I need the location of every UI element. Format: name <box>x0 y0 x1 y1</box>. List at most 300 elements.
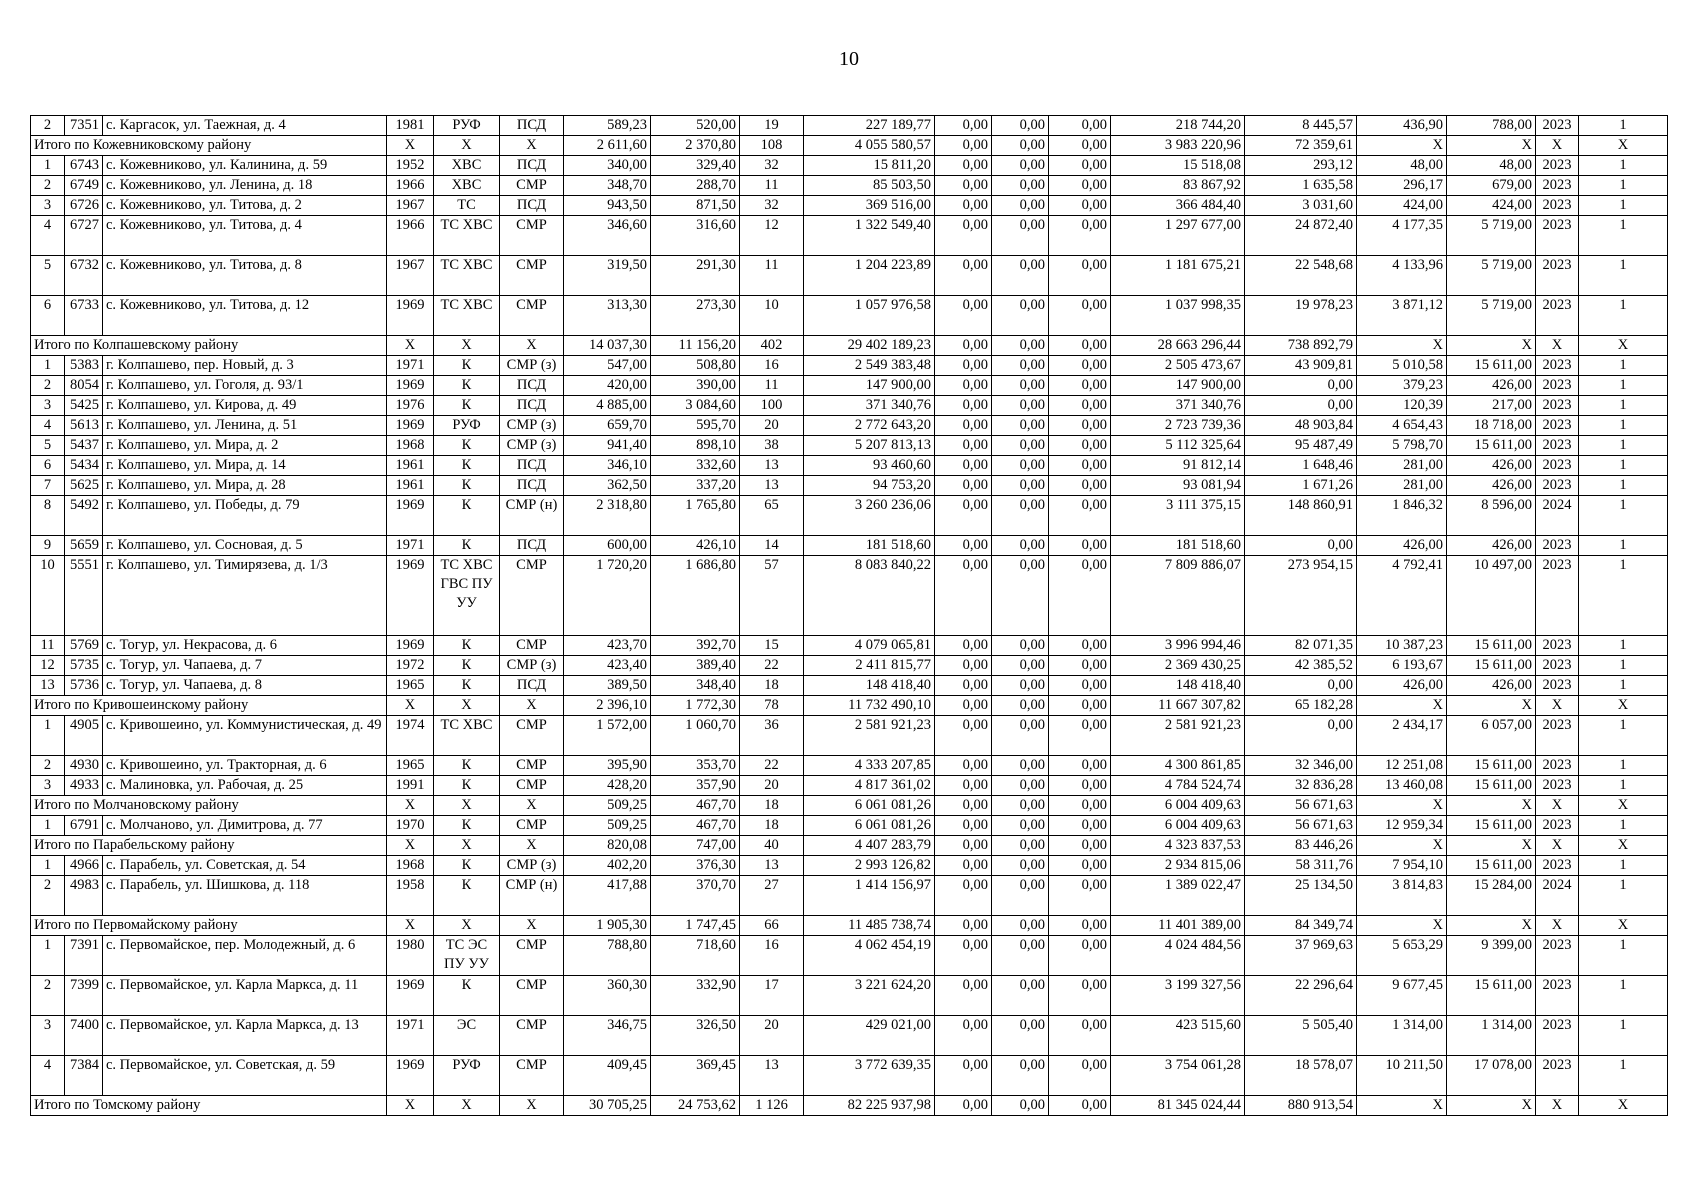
cell-area-living: 337,20 <box>651 476 740 496</box>
cell-stage: СМР <box>500 936 564 976</box>
cell-area-living: 1 765,80 <box>651 496 740 536</box>
cell-cost-total: 2 549 383,48 <box>804 356 935 376</box>
cell-c2: 0,00 <box>992 116 1049 136</box>
cell-own: 58 311,76 <box>1245 856 1357 876</box>
cell-num: 1 <box>31 936 65 976</box>
cell-area-living: 291,30 <box>651 256 740 296</box>
cell-specific: 424,00 <box>1357 196 1447 216</box>
cell-residents: 1 126 <box>740 1096 804 1116</box>
cell-c2: 0,00 <box>992 796 1049 816</box>
cell-residents: 14 <box>740 536 804 556</box>
cell-area-total: 417,88 <box>564 876 651 916</box>
cell-area-living: 376,30 <box>651 856 740 876</box>
cell-area-living: 24 753,62 <box>651 1096 740 1116</box>
cell-residents: 27 <box>740 876 804 916</box>
cell-c2: 0,00 <box>992 836 1049 856</box>
cell-limit: 6 057,00 <box>1447 716 1536 756</box>
cell-own: 3 031,60 <box>1245 196 1357 216</box>
cell-code: 8054 <box>65 376 103 396</box>
cell-own: 37 969,63 <box>1245 936 1357 976</box>
cell-specific: X <box>1357 336 1447 356</box>
cell-area-total: 589,23 <box>564 116 651 136</box>
table-row <box>31 176 1668 196</box>
cell-cost-total: 2 581 921,23 <box>804 716 935 756</box>
cell-area-total: 943,50 <box>564 196 651 216</box>
cell-cost-total: 94 753,20 <box>804 476 935 496</box>
cell-address: г. Колпашево, ул. Кирова, д. 49 <box>103 396 387 416</box>
cell-year-plan: 2024 <box>1536 876 1579 916</box>
cell-c2: 0,00 <box>992 1096 1049 1116</box>
cell-c1: 0,00 <box>935 296 992 336</box>
cell-limit: 15 611,00 <box>1447 776 1536 796</box>
cell-c2: 0,00 <box>992 916 1049 936</box>
cell-code: 4905 <box>65 716 103 756</box>
cell-address: с. Тогур, ул. Некрасова, д. 6 <box>103 636 387 656</box>
cell-cost-total: 369 516,00 <box>804 196 935 216</box>
table-row <box>31 1056 1668 1096</box>
cell-own: 84 349,74 <box>1245 916 1357 936</box>
cell-stage: СМР <box>500 176 564 196</box>
cell-stages: 1 <box>1579 876 1668 916</box>
cell-num: 1 <box>31 816 65 836</box>
cell-stage: ПСД <box>500 476 564 496</box>
cell-address: с. Малиновка, ул. Рабочая, д. 25 <box>103 776 387 796</box>
cell-works: К <box>434 856 500 876</box>
cell-c2: 0,00 <box>992 376 1049 396</box>
cell-limit: X <box>1447 336 1536 356</box>
cell-area-living: 390,00 <box>651 376 740 396</box>
district-total-label: Итого по Молчановскому району <box>31 796 387 816</box>
cell-own: 18 578,07 <box>1245 1056 1357 1096</box>
cell-year: 1976 <box>387 396 434 416</box>
cell-area-total: 348,70 <box>564 176 651 196</box>
district-total-row <box>31 696 1668 716</box>
cell-specific: 426,00 <box>1357 536 1447 556</box>
cell-specific: 1 846,32 <box>1357 496 1447 536</box>
cell-cost-total: 3 772 639,35 <box>804 1056 935 1096</box>
cell-area-living: 898,10 <box>651 436 740 456</box>
cell-area-total: 346,60 <box>564 216 651 256</box>
cell-specific: 10 387,23 <box>1357 636 1447 656</box>
district-total-row <box>31 916 1668 936</box>
cell-year: 1965 <box>387 676 434 696</box>
cell-year-plan: 2023 <box>1536 356 1579 376</box>
cell-code: 5659 <box>65 536 103 556</box>
cell-area-living: 508,80 <box>651 356 740 376</box>
cell-stages: 1 <box>1579 1056 1668 1096</box>
cell-c3: 0,00 <box>1049 776 1111 796</box>
cell-area-living: 348,40 <box>651 676 740 696</box>
table-row <box>31 876 1668 916</box>
cell-works: ТС ХВС ГВС ПУ УУ <box>434 556 500 636</box>
cell-c3: 0,00 <box>1049 696 1111 716</box>
cell-area-total: 423,70 <box>564 636 651 656</box>
cell-year-plan: 2023 <box>1536 536 1579 556</box>
cell-fund: 147 900,00 <box>1111 376 1245 396</box>
cell-address: с. Тогур, ул. Чапаева, д. 7 <box>103 656 387 676</box>
cell-stages: X <box>1579 796 1668 816</box>
cell-cost-total: 227 189,77 <box>804 116 935 136</box>
cell-limit: 9 399,00 <box>1447 936 1536 976</box>
cell-area-total: 1 720,20 <box>564 556 651 636</box>
cell-c1: 0,00 <box>935 936 992 976</box>
cell-stage: СМР (н) <box>500 876 564 916</box>
cell-cost-total: 2 772 643,20 <box>804 416 935 436</box>
cell-stage: ПСД <box>500 376 564 396</box>
cell-c1: 0,00 <box>935 1056 992 1096</box>
cell-year: 1974 <box>387 716 434 756</box>
cell-c1: 0,00 <box>935 156 992 176</box>
cell-year: X <box>387 1096 434 1116</box>
cell-c2: 0,00 <box>992 296 1049 336</box>
table-row <box>31 1016 1668 1056</box>
cell-stages: X <box>1579 836 1668 856</box>
cell-stage: ПСД <box>500 196 564 216</box>
cell-address: с. Молчаново, ул. Димитрова, д. 77 <box>103 816 387 836</box>
cell-code: 7400 <box>65 1016 103 1056</box>
cell-works: К <box>434 356 500 376</box>
cell-c2: 0,00 <box>992 536 1049 556</box>
table-row <box>31 476 1668 496</box>
cell-cost-total: 1 057 976,58 <box>804 296 935 336</box>
cell-own: 83 446,26 <box>1245 836 1357 856</box>
cell-residents: 32 <box>740 156 804 176</box>
cell-stages: 1 <box>1579 176 1668 196</box>
cell-c1: 0,00 <box>935 1096 992 1116</box>
cell-area-total: 340,00 <box>564 156 651 176</box>
cell-address: г. Колпашево, ул. Тимирязева, д. 1/3 <box>103 556 387 636</box>
cell-c3: 0,00 <box>1049 676 1111 696</box>
cell-year-plan: 2023 <box>1536 676 1579 696</box>
cell-year: X <box>387 916 434 936</box>
cell-residents: 18 <box>740 796 804 816</box>
cell-residents: 13 <box>740 456 804 476</box>
cell-year-plan: 2023 <box>1536 656 1579 676</box>
cell-stage: X <box>500 696 564 716</box>
cell-c1: 0,00 <box>935 536 992 556</box>
cell-year: 1966 <box>387 176 434 196</box>
cell-specific: 281,00 <box>1357 456 1447 476</box>
cell-year-plan: 2023 <box>1536 976 1579 1016</box>
cell-specific: 281,00 <box>1357 476 1447 496</box>
cell-year: X <box>387 836 434 856</box>
cell-c2: 0,00 <box>992 676 1049 696</box>
cell-works: К <box>434 676 500 696</box>
cell-year: 1966 <box>387 216 434 256</box>
district-total-row <box>31 836 1668 856</box>
cell-specific: 12 251,08 <box>1357 756 1447 776</box>
cell-limit: 426,00 <box>1447 676 1536 696</box>
cell-address: с. Тогур, ул. Чапаева, д. 8 <box>103 676 387 696</box>
cell-stage: X <box>500 136 564 156</box>
cell-c3: 0,00 <box>1049 1096 1111 1116</box>
cell-address: с. Кожевниково, ул. Титова, д. 12 <box>103 296 387 336</box>
cell-code: 5425 <box>65 396 103 416</box>
cell-c2: 0,00 <box>992 1056 1049 1096</box>
cell-own: 32 346,00 <box>1245 756 1357 776</box>
cell-c1: 0,00 <box>935 776 992 796</box>
cell-c3: 0,00 <box>1049 916 1111 936</box>
cell-specific: X <box>1357 916 1447 936</box>
cell-limit: 15 611,00 <box>1447 656 1536 676</box>
cell-works: X <box>434 336 500 356</box>
cell-c3: 0,00 <box>1049 1056 1111 1096</box>
cell-stage: ПСД <box>500 116 564 136</box>
cell-c1: 0,00 <box>935 476 992 496</box>
cell-cost-total: 6 061 081,26 <box>804 816 935 836</box>
cell-fund: 5 112 325,64 <box>1111 436 1245 456</box>
cell-stage: СМР <box>500 816 564 836</box>
cell-address: с. Каргасок, ул. Таежная, д. 4 <box>103 116 387 136</box>
cell-num: 4 <box>31 416 65 436</box>
cell-c2: 0,00 <box>992 496 1049 536</box>
cell-c1: 0,00 <box>935 436 992 456</box>
cell-num: 3 <box>31 776 65 796</box>
cell-cost-total: 6 061 081,26 <box>804 796 935 816</box>
cell-year-plan: 2023 <box>1536 1016 1579 1056</box>
cell-limit: 18 718,00 <box>1447 416 1536 436</box>
cell-limit: 10 497,00 <box>1447 556 1536 636</box>
cell-fund: 4 300 861,85 <box>1111 756 1245 776</box>
cell-own: 1 635,58 <box>1245 176 1357 196</box>
cell-residents: 11 <box>740 376 804 396</box>
cell-fund: 3 983 220,96 <box>1111 136 1245 156</box>
cell-limit: 15 611,00 <box>1447 436 1536 456</box>
table-row <box>31 976 1668 1016</box>
cell-address: с. Кривошеино, ул. Коммунистическая, д. 49 <box>103 716 387 756</box>
cell-cost-total: 4 333 207,85 <box>804 756 935 776</box>
cell-stages: 1 <box>1579 976 1668 1016</box>
cell-num: 4 <box>31 1056 65 1096</box>
cell-area-living: 1 747,45 <box>651 916 740 936</box>
cell-stage: СМР <box>500 556 564 636</box>
cell-c1: 0,00 <box>935 256 992 296</box>
district-total-label: Итого по Кривошеинскому району <box>31 696 387 716</box>
cell-residents: 20 <box>740 416 804 436</box>
cell-area-total: 428,20 <box>564 776 651 796</box>
cell-specific: 2 434,17 <box>1357 716 1447 756</box>
cell-works: РУФ <box>434 416 500 436</box>
cell-residents: 100 <box>740 396 804 416</box>
district-total-row <box>31 796 1668 816</box>
cell-works: РУФ <box>434 1056 500 1096</box>
cell-own: 0,00 <box>1245 376 1357 396</box>
table-row <box>31 376 1668 396</box>
cell-works: К <box>434 876 500 916</box>
cell-limit: 426,00 <box>1447 376 1536 396</box>
cell-year: X <box>387 696 434 716</box>
cell-stage: СМР <box>500 296 564 336</box>
cell-c2: 0,00 <box>992 156 1049 176</box>
cell-stages: 1 <box>1579 396 1668 416</box>
cell-area-living: 467,70 <box>651 816 740 836</box>
cell-area-living: 426,10 <box>651 536 740 556</box>
cell-area-living: 353,70 <box>651 756 740 776</box>
cell-year: 1969 <box>387 376 434 396</box>
cell-works: К <box>434 636 500 656</box>
cell-c2: 0,00 <box>992 196 1049 216</box>
cell-fund: 218 744,20 <box>1111 116 1245 136</box>
cell-stage: СМР (з) <box>500 416 564 436</box>
cell-own: 0,00 <box>1245 676 1357 696</box>
cell-code: 6726 <box>65 196 103 216</box>
cell-code: 6791 <box>65 816 103 836</box>
cell-c3: 0,00 <box>1049 836 1111 856</box>
cell-c2: 0,00 <box>992 976 1049 1016</box>
cell-year-plan: X <box>1536 1096 1579 1116</box>
cell-c2: 0,00 <box>992 716 1049 756</box>
cell-c1: 0,00 <box>935 376 992 396</box>
cell-stages: X <box>1579 1096 1668 1116</box>
cell-fund: 3 754 061,28 <box>1111 1056 1245 1096</box>
cell-area-living: 871,50 <box>651 196 740 216</box>
cell-limit: X <box>1447 916 1536 936</box>
cell-c2: 0,00 <box>992 1016 1049 1056</box>
cell-cost-total: 147 900,00 <box>804 376 935 396</box>
cell-area-living: 288,70 <box>651 176 740 196</box>
cell-c3: 0,00 <box>1049 356 1111 376</box>
cell-stages: 1 <box>1579 216 1668 256</box>
cell-area-total: 941,40 <box>564 436 651 456</box>
cell-area-living: 2 370,80 <box>651 136 740 156</box>
table-row <box>31 216 1668 256</box>
cell-c1: 0,00 <box>935 176 992 196</box>
table-row <box>31 656 1668 676</box>
cell-area-total: 313,30 <box>564 296 651 336</box>
cell-c3: 0,00 <box>1049 136 1111 156</box>
cell-c1: 0,00 <box>935 656 992 676</box>
cell-own: 19 978,23 <box>1245 296 1357 336</box>
cell-stage: ПСД <box>500 156 564 176</box>
cell-stages: 1 <box>1579 536 1668 556</box>
cell-c3: 0,00 <box>1049 936 1111 976</box>
cell-code: 7391 <box>65 936 103 976</box>
cell-limit: X <box>1447 136 1536 156</box>
cell-cost-total: 148 418,40 <box>804 676 935 696</box>
cell-c2: 0,00 <box>992 816 1049 836</box>
table-row <box>31 556 1668 636</box>
cell-area-living: 370,70 <box>651 876 740 916</box>
cell-fund: 1 037 998,35 <box>1111 296 1245 336</box>
cell-limit: 15 611,00 <box>1447 816 1536 836</box>
cell-year: 1971 <box>387 536 434 556</box>
cell-works: К <box>434 456 500 476</box>
cell-num: 2 <box>31 976 65 1016</box>
cell-c2: 0,00 <box>992 456 1049 476</box>
cell-specific: 296,17 <box>1357 176 1447 196</box>
cell-own: 42 385,52 <box>1245 656 1357 676</box>
cell-year-plan: 2023 <box>1536 1056 1579 1096</box>
cell-c3: 0,00 <box>1049 116 1111 136</box>
cell-c2: 0,00 <box>992 216 1049 256</box>
cell-area-total: 395,90 <box>564 756 651 776</box>
cell-area-total: 1 905,30 <box>564 916 651 936</box>
cell-fund: 2 934 815,06 <box>1111 856 1245 876</box>
cell-area-living: 316,60 <box>651 216 740 256</box>
cell-stages: 1 <box>1579 476 1668 496</box>
cell-year-plan: 2023 <box>1536 776 1579 796</box>
cell-own: 22 296,64 <box>1245 976 1357 1016</box>
cell-residents: 13 <box>740 856 804 876</box>
cell-stage: ПСД <box>500 396 564 416</box>
cell-fund: 93 081,94 <box>1111 476 1245 496</box>
cell-c1: 0,00 <box>935 336 992 356</box>
cell-works: ХВС <box>434 176 500 196</box>
cell-cost-total: 2 411 815,77 <box>804 656 935 676</box>
cell-fund: 81 345 024,44 <box>1111 1096 1245 1116</box>
cell-limit: 679,00 <box>1447 176 1536 196</box>
cell-c3: 0,00 <box>1049 816 1111 836</box>
table-body <box>31 116 1668 1116</box>
cell-area-living: 392,70 <box>651 636 740 656</box>
cell-limit: 426,00 <box>1447 536 1536 556</box>
cell-address: г. Колпашево, ул. Ленина, д. 51 <box>103 416 387 436</box>
cell-own: 95 487,49 <box>1245 436 1357 456</box>
cell-stages: 1 <box>1579 636 1668 656</box>
cell-c1: 0,00 <box>935 976 992 1016</box>
cell-works: X <box>434 696 500 716</box>
district-total-label: Итого по Парабельскому району <box>31 836 387 856</box>
cell-residents: 20 <box>740 776 804 796</box>
cell-year: X <box>387 796 434 816</box>
cell-c2: 0,00 <box>992 436 1049 456</box>
cell-year: 1967 <box>387 196 434 216</box>
cell-limit: 426,00 <box>1447 456 1536 476</box>
cell-stages: X <box>1579 336 1668 356</box>
district-total-row <box>31 1096 1668 1116</box>
cell-code: 6743 <box>65 156 103 176</box>
cell-area-total: 1 572,00 <box>564 716 651 756</box>
cell-cost-total: 93 460,60 <box>804 456 935 476</box>
cell-limit: 15 611,00 <box>1447 976 1536 1016</box>
cell-fund: 28 663 296,44 <box>1111 336 1245 356</box>
cell-area-total: 659,70 <box>564 416 651 436</box>
cell-year: 1968 <box>387 856 434 876</box>
cell-residents: 13 <box>740 1056 804 1096</box>
cell-c3: 0,00 <box>1049 396 1111 416</box>
cell-num: 2 <box>31 376 65 396</box>
cell-c2: 0,00 <box>992 336 1049 356</box>
cell-address: г. Колпашево, ул. Гоголя, д. 93/1 <box>103 376 387 396</box>
cell-cost-total: 4 055 580,57 <box>804 136 935 156</box>
cell-c2: 0,00 <box>992 356 1049 376</box>
cell-year: 1969 <box>387 496 434 536</box>
cell-works: X <box>434 796 500 816</box>
cell-stage: СМР <box>500 716 564 756</box>
cell-cost-total: 29 402 189,23 <box>804 336 935 356</box>
cell-own: 32 836,28 <box>1245 776 1357 796</box>
cell-residents: 10 <box>740 296 804 336</box>
cell-area-living: 332,90 <box>651 976 740 1016</box>
cell-fund: 4 784 524,74 <box>1111 776 1245 796</box>
cell-cost-total: 4 079 065,81 <box>804 636 935 656</box>
cell-limit: 15 611,00 <box>1447 636 1536 656</box>
cell-residents: 18 <box>740 676 804 696</box>
cell-stage: СМР (з) <box>500 436 564 456</box>
cell-year-plan: X <box>1536 696 1579 716</box>
cell-c3: 0,00 <box>1049 436 1111 456</box>
cell-c1: 0,00 <box>935 556 992 636</box>
cell-code: 6733 <box>65 296 103 336</box>
cell-own: 880 913,54 <box>1245 1096 1357 1116</box>
cell-specific: 4 177,35 <box>1357 216 1447 256</box>
cell-fund: 2 369 430,25 <box>1111 656 1245 676</box>
cell-fund: 4 323 837,53 <box>1111 836 1245 856</box>
cell-code: 5625 <box>65 476 103 496</box>
cell-cost-total: 15 811,20 <box>804 156 935 176</box>
cell-c1: 0,00 <box>935 856 992 876</box>
cell-residents: 16 <box>740 356 804 376</box>
